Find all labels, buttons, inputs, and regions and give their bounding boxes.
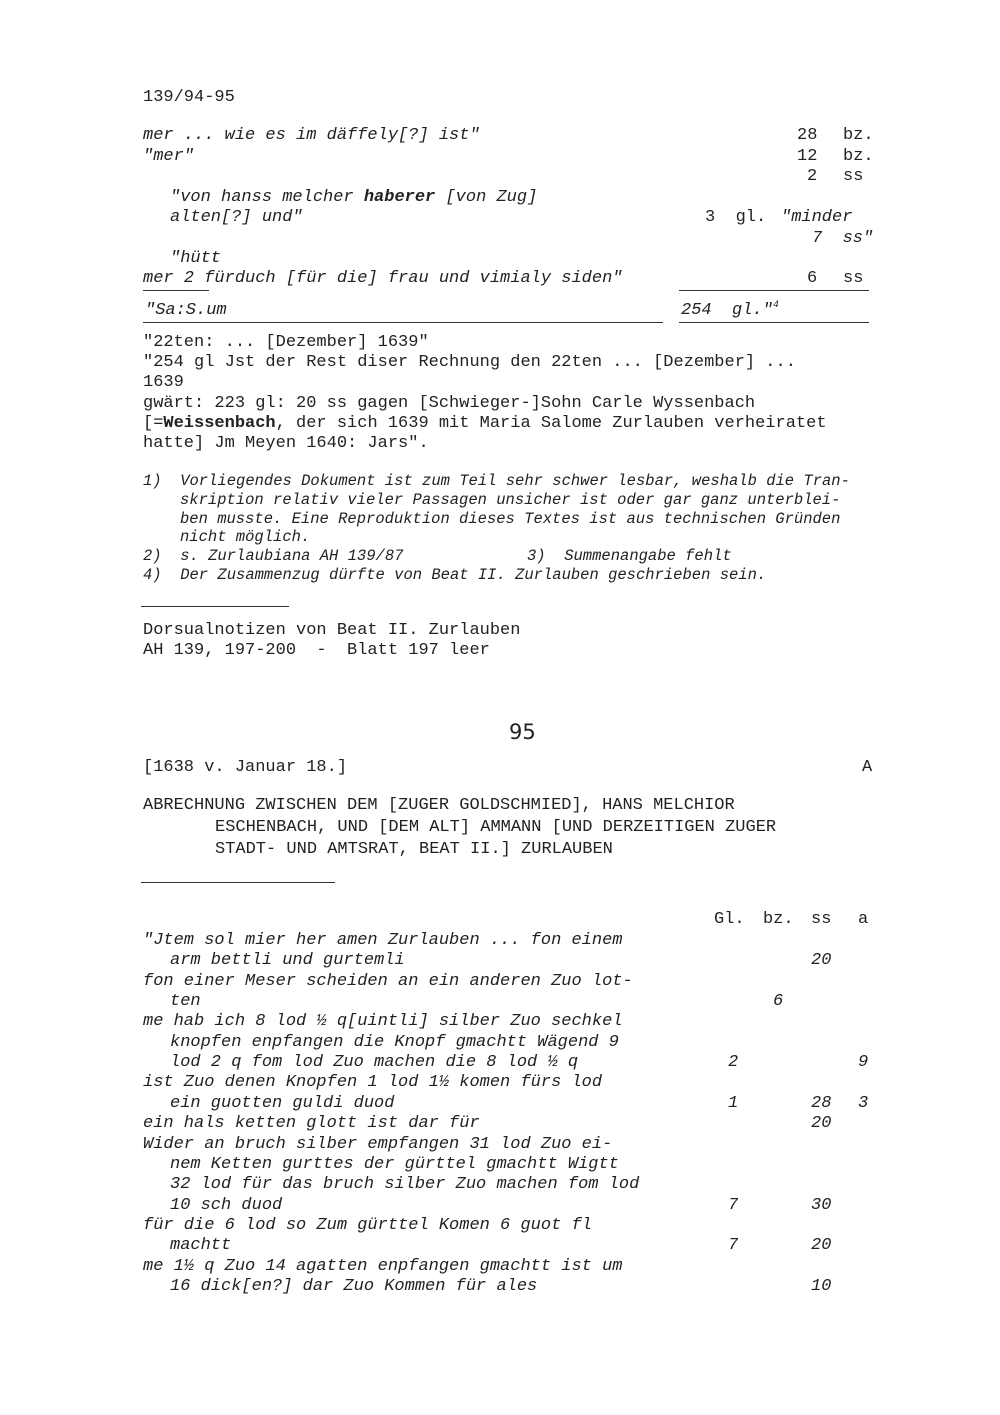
column-header-bz: bz. bbox=[763, 910, 794, 929]
amount-number: 2 bbox=[807, 167, 818, 186]
dorsal-note: AH 139, 197-200 - Blatt 197 leer bbox=[143, 641, 490, 660]
amount-note: "minder bbox=[781, 208, 853, 227]
amount-unit: ss bbox=[843, 167, 864, 186]
table-cell-gl: 1 bbox=[728, 1094, 739, 1113]
title-divider bbox=[141, 882, 335, 883]
table-line-text: me 1½ q Zuo 14 agatten enpfangen gmachtt ist um bbox=[143, 1257, 623, 1276]
table-line-text: ein guotten guldi duod bbox=[170, 1094, 395, 1113]
entry-line: mer 2 fürduch [für die] frau und vimialy siden" bbox=[143, 269, 623, 288]
table-line-text: lod 2 q fom lod Zuo machen die 8 lod ½ q bbox=[170, 1053, 579, 1072]
footnote-divider bbox=[141, 606, 289, 607]
page-reference: 139/94-95 bbox=[143, 88, 235, 107]
divider-rule bbox=[143, 322, 663, 323]
table-line-text: fon einer Meser scheiden an ein anderen Zuo lot- bbox=[143, 972, 633, 991]
entry-line: mer ... wie es im däffely[?] ist" bbox=[143, 126, 480, 145]
column-header-a: a bbox=[858, 910, 869, 929]
footnote-1-cont: ben musste. Eine Reproduktion dieses Textes ist aus technischen Gründen bbox=[180, 510, 841, 528]
table-cell-ss: 30 bbox=[811, 1196, 832, 1215]
amount-unit: ss bbox=[843, 269, 864, 288]
body-line: 1639 bbox=[143, 373, 184, 392]
sum-amount: 254 gl."$^4$ bbox=[681, 300, 779, 320]
footnote-marker: 4 bbox=[772, 300, 779, 311]
amount: 3 gl. bbox=[705, 208, 767, 227]
document-type: A bbox=[862, 758, 873, 777]
footnote-1: 1) Vorliegendes Dokument ist zum Teil sehr schwer lesbar, weshalb die Tran- bbox=[143, 472, 850, 490]
divider-rule bbox=[679, 322, 869, 323]
table-cell-a: 3 bbox=[858, 1094, 869, 1113]
table-line-text: machtt bbox=[170, 1236, 232, 1255]
amount-number: 12 bbox=[797, 147, 818, 166]
footnote-3: 3) Summenangabe fehlt bbox=[527, 547, 732, 565]
table-cell-ss: 10 bbox=[811, 1277, 832, 1296]
table-cell-a: 9 bbox=[858, 1053, 869, 1072]
body-line: [=Weissenbach, der sich 1639 mit Maria Salome Zurlauben verheiratet bbox=[143, 414, 827, 433]
body-line: hatte] Jm Meyen 1640: Jars". bbox=[143, 434, 429, 453]
document-title: STADT- UND AMTSRAT, BEAT II.] ZURLAUBEN bbox=[215, 840, 613, 859]
table-line-text: me hab ich 8 lod ½ q[uintli] silber Zuo sechkel bbox=[143, 1012, 623, 1031]
table-cell-gl: 7 bbox=[728, 1236, 739, 1255]
column-header-gl: Gl. bbox=[714, 910, 745, 929]
entry-line: "mer" bbox=[143, 147, 195, 166]
entry-line: "von hanss melcher haberer [von Zug] bbox=[170, 188, 538, 207]
table-line-text: knopfen enpfangen die Knopf gmachtt Wägend 9 bbox=[170, 1033, 619, 1052]
table-cell-ss: 20 bbox=[811, 1114, 832, 1133]
sum-label: "Sa:S.um bbox=[145, 301, 227, 320]
table-line-text: 32 lod für das bruch silber Zuo machen fom lod bbox=[170, 1175, 640, 1194]
entry-line: "hütt bbox=[170, 249, 222, 268]
table-line-text: 10 sch duod bbox=[170, 1196, 283, 1215]
document-title: ABRECHNUNG ZWISCHEN DEM [ZUGER GOLDSCHMIED], HANS MELCHIOR bbox=[143, 796, 735, 815]
table-line-text: Wider an bruch silber empfangen 31 lod Zuo ei- bbox=[143, 1135, 613, 1154]
body-line: "22ten: ... [Dezember] 1639" bbox=[143, 333, 429, 352]
dorsal-note: Dorsualnotizen von Beat II. Zurlauben bbox=[143, 621, 521, 640]
amount-unit: bz. bbox=[843, 126, 874, 145]
table-line-text: ein hals ketten glott ist dar für bbox=[143, 1114, 480, 1133]
amount-unit: bz. bbox=[843, 147, 874, 166]
table-cell-ss: 20 bbox=[811, 951, 832, 970]
footnote-2: 2) s. Zurlaubiana AH 139/87 bbox=[143, 547, 404, 565]
table-line-text: ten bbox=[170, 992, 201, 1011]
amount-number: 28 bbox=[797, 126, 818, 145]
table-line-text: ist Zuo denen Knopfen 1 lod 1½ komen fürs lod bbox=[143, 1073, 603, 1092]
sum-rule bbox=[679, 290, 869, 291]
column-header-ss: ss bbox=[811, 910, 832, 929]
amount-number: 6 bbox=[807, 269, 818, 288]
body-line: gwärt: 223 gl: 20 ss gagen [Schwieger-]Sohn Carle Wyssenbach bbox=[143, 394, 756, 413]
amount-note: 7 ss" bbox=[812, 229, 874, 248]
document-date: [1638 v. Januar 18.] bbox=[143, 758, 348, 777]
document-title: ESCHENBACH, UND [DEM ALT] AMMANN [UND DERZEITIGEN ZUGER bbox=[215, 818, 777, 837]
footnote-1-cont: skription relativ vieler Passagen unsicher ist oder gar ganz unterblei- bbox=[180, 491, 841, 509]
footnote-4: 4) Der Zusammenzug dürfte von Beat II. Zurlauben geschrieben sein. bbox=[143, 566, 767, 584]
document-number: 95 bbox=[509, 720, 536, 744]
table-cell-bz: 6 bbox=[773, 992, 784, 1011]
underline-rule bbox=[143, 290, 209, 291]
footnote-1-cont: nicht möglich. bbox=[180, 528, 311, 546]
entry-line: alten[?] und" bbox=[170, 208, 303, 227]
table-line-text: arm bettli und gurtemli bbox=[170, 951, 405, 970]
table-line-text: "Jtem sol mier her amen Zurlauben ... fon einem bbox=[143, 931, 623, 950]
table-cell-ss: 20 bbox=[811, 1236, 832, 1255]
table-cell-ss: 28 bbox=[811, 1094, 832, 1113]
table-line-text: 16 dick[en?] dar Zuo Kommen für ales bbox=[170, 1277, 538, 1296]
table-line-text: nem Ketten gurttes der gürttel gmachtt Wigtt bbox=[170, 1155, 619, 1174]
table-cell-gl: 7 bbox=[728, 1196, 739, 1215]
table-cell-gl: 2 bbox=[728, 1053, 739, 1072]
body-line: "254 gl Jst der Rest diser Rechnung den 22ten ... [Dezember] ... bbox=[143, 353, 796, 372]
table-line-text: für die 6 lod so Zum gürttel Komen 6 guot fl bbox=[143, 1216, 592, 1235]
